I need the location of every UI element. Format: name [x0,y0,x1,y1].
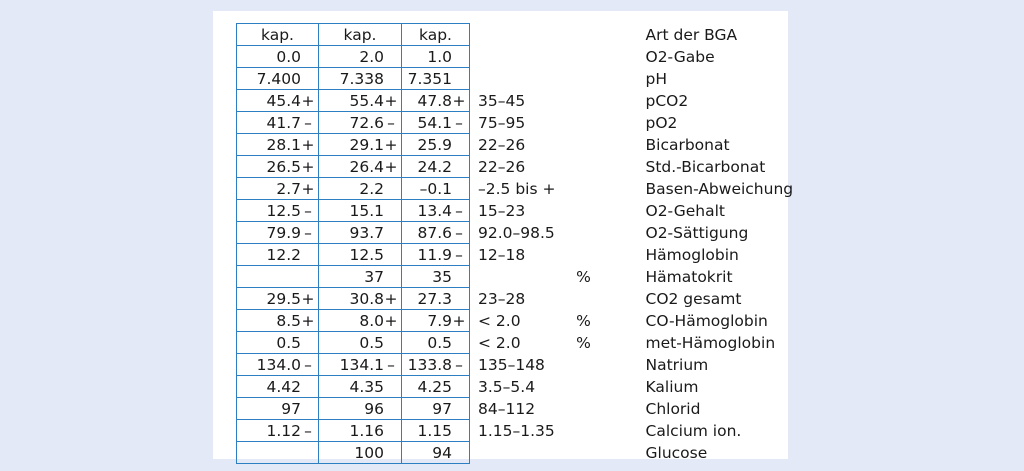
reference-range: 92.0–98.5 [478,223,555,242]
table-row [237,442,836,464]
value-number: 47.8 [417,91,452,110]
value-flag: + [384,157,398,176]
unit-label: % [576,267,591,286]
reference-range: 15–23 [478,201,526,220]
table-row [237,376,836,398]
value-number: 97 [281,399,301,418]
value-number: 4.42 [266,377,301,396]
table-row [237,156,836,178]
value-cell-col1 [237,332,319,354]
table-row [237,68,836,90]
value-cell-col1 [237,420,319,442]
value-cell-col2 [319,112,402,134]
value-flag: – [387,355,395,374]
value-number: 2.2 [359,179,384,198]
value-flag: – [455,245,463,264]
reference-range: 75–95 [478,113,526,132]
value-cell-col2 [319,398,402,420]
unit-label: % [576,333,591,352]
value-flag: + [301,179,315,198]
value-cell-col2 [319,332,402,354]
value-flag: – [455,113,463,132]
table-row [237,200,836,222]
parameter-name: Natrium [645,355,709,374]
value-number: 45.4 [266,91,301,110]
value-cell-col3 [402,354,470,376]
reference-range: 23–28 [478,289,526,308]
value-number: 79.9 [266,223,301,242]
value-flag: + [301,289,315,308]
parameter-name: Chlorid [645,399,701,418]
table-row [237,244,836,266]
value-number: 7.400 [256,69,301,88]
value-number: 97 [432,399,452,418]
value-cell-col1 [237,200,319,222]
table-row [237,288,836,310]
value-cell-col3 [402,222,470,244]
reference-range: 35–45 [478,91,526,110]
value-cell-col2 [319,222,402,244]
unit-label [562,134,606,156]
unit-label [562,376,606,398]
table-row [237,178,836,200]
value-flag: + [384,135,398,154]
value-cell-col2 [319,288,402,310]
value-number: 0.0 [276,47,301,66]
value-cell-col2 [319,178,402,200]
parameter-name: Kalium [645,377,699,396]
unit-label [562,156,606,178]
value-number: 1.12 [266,421,301,440]
header-unit [562,24,606,46]
header-col1: kap. [237,24,319,46]
value-flag: + [452,311,466,330]
reference-range: 22–26 [478,135,526,154]
value-number: 7.338 [339,69,384,88]
value-number: 4.35 [349,377,384,396]
value-cell-col1 [237,354,319,376]
value-cell-col1 [237,376,319,398]
reference-range: 84–112 [478,399,536,418]
value-number: 24.2 [417,157,452,176]
value-cell-col1 [237,112,319,134]
value-cell-col3 [402,266,470,288]
parameter-name: Hämatokrit [645,267,733,286]
value-number: 1.15 [417,421,452,440]
value-number: 26.4 [349,157,384,176]
value-number: 96 [364,399,384,418]
parameter-name: pO2 [645,113,678,132]
parameter-name: Basen-Abweichung [645,179,794,198]
value-cell-col1 [237,90,319,112]
unit-label [562,46,606,68]
value-number: 41.7 [266,113,301,132]
parameter-name: Bicarbonat [645,135,730,154]
value-cell-col3 [402,178,470,200]
unit-label: % [576,311,591,330]
value-number: 7.9 [427,311,452,330]
value-number: 93.7 [349,223,384,242]
unit-label [562,244,606,266]
table-row [237,90,836,112]
value-cell-col2 [319,244,402,266]
reference-range: 22–26 [478,157,526,176]
parameter-name: Calcium ion. [645,421,742,440]
value-number: 0.5 [276,333,301,352]
value-cell-col1 [237,156,319,178]
value-cell-col2 [319,200,402,222]
table-row [237,266,836,288]
value-cell-col2 [319,354,402,376]
value-number: 0.5 [359,333,384,352]
value-number: 37 [364,267,384,286]
parameter-name: CO2 gesamt [645,289,742,308]
value-number: 100 [354,443,384,462]
value-number: 35 [432,267,452,286]
table-row [237,112,836,134]
value-number: 134.0 [256,355,301,374]
parameter-name: Hämoglobin [645,245,739,264]
parameter-name: met-Hämoglobin [645,333,776,352]
value-cell-col2 [319,310,402,332]
table-row [237,354,836,376]
value-flag: + [301,311,315,330]
value-cell-col3 [402,90,470,112]
value-number: 2.7 [276,179,301,198]
value-cell-col1 [237,222,319,244]
header-col3: kap. [402,24,470,46]
value-cell-col2 [319,420,402,442]
value-flag: – [455,355,463,374]
unit-label [562,200,606,222]
header-col2: kap. [319,24,402,46]
parameter-name: CO-Hämoglobin [645,311,768,330]
unit-label [562,442,606,464]
parameter-name: pCO2 [645,91,689,110]
value-cell-col3 [402,156,470,178]
value-flag: – [387,113,395,132]
value-number: 4.25 [417,377,452,396]
table-row [237,134,836,156]
value-number: 87.6 [417,223,452,242]
value-number: 26.5 [266,157,301,176]
value-cell-col1 [237,134,319,156]
value-number: 7.351 [407,69,452,88]
value-cell-col2 [319,90,402,112]
value-cell-col2 [319,134,402,156]
unit-label [562,222,606,244]
value-number: 1.0 [427,47,452,66]
table-row [237,420,836,442]
value-number: 0.5 [427,333,452,352]
value-number: 30.8 [349,289,384,308]
value-number: 29.5 [266,289,301,308]
value-cell-col3 [402,376,470,398]
value-cell-col1 [237,244,319,266]
value-cell-col3 [402,134,470,156]
value-number: 12.2 [266,245,301,264]
value-flag: + [384,91,398,110]
value-cell-col3 [402,442,470,464]
value-cell-col2 [319,156,402,178]
value-number: 8.0 [359,311,384,330]
parameter-name: O2-Sättigung [645,223,749,242]
reference-range: < 2.0 [478,311,521,330]
value-cell-col1 [237,68,319,90]
reference-range: –2.5 bis + [478,179,556,198]
table-row [237,310,836,332]
value-cell-col1 [237,442,319,464]
header-row [237,24,836,46]
value-number: 25.9 [417,135,452,154]
value-flag: – [304,223,312,242]
unit-label [562,288,606,310]
value-number: 29.1 [349,135,384,154]
table-row [237,46,836,68]
value-cell-col2 [319,376,402,398]
header-param: Art der BGA [645,25,738,44]
unit-label [562,68,606,90]
value-number: 133.8 [407,355,452,374]
value-flag: – [304,113,312,132]
value-cell-col1 [237,310,319,332]
value-cell-col2 [319,266,402,288]
value-cell-col2 [319,68,402,90]
value-cell-col1 [237,178,319,200]
value-cell-col3 [402,288,470,310]
value-cell-col3 [402,244,470,266]
value-cell-col3 [402,420,470,442]
reference-range [470,442,562,464]
value-flag: – [455,201,463,220]
value-cell-col2 [319,46,402,68]
unit-label [562,178,606,200]
value-cell-col1 [237,398,319,420]
value-number: 27.3 [417,289,452,308]
value-cell-col1 [237,46,319,68]
parameter-name: O2-Gehalt [645,201,725,220]
value-number: 15.1 [349,201,384,220]
value-flag: + [452,91,466,110]
value-cell-col3 [402,398,470,420]
blood-gas-table [236,23,836,464]
value-flag: – [304,355,312,374]
value-number: 55.4 [349,91,384,110]
table-row [237,398,836,420]
value-number: 12.5 [349,245,384,264]
reference-range: 1.15–1.35 [478,421,555,440]
value-number: 2.0 [359,47,384,66]
value-cell-col3 [402,200,470,222]
reference-range [470,68,562,90]
reference-range: 12–18 [478,245,526,264]
value-cell-col3 [402,68,470,90]
table-row [237,222,836,244]
parameter-name: pH [645,69,667,88]
value-number: 134.1 [339,355,384,374]
value-number: 11.9 [417,245,452,264]
value-flag: + [384,311,398,330]
value-cell-col3 [402,310,470,332]
reference-range: 3.5–5.4 [478,377,536,396]
reference-range: < 2.0 [478,333,521,352]
header-ref [470,24,562,46]
reference-range [470,46,562,68]
value-number: 54.1 [417,113,452,132]
value-number: 8.5 [276,311,301,330]
value-number: 28.1 [266,135,301,154]
value-number: 1.16 [349,421,384,440]
unit-label [562,354,606,376]
parameter-name: Glucose [645,443,708,462]
reference-range: 135–148 [478,355,545,374]
value-flag: – [455,223,463,242]
value-cell-col3 [402,332,470,354]
value-cell-col1 [237,266,319,288]
value-cell-col1 [237,288,319,310]
value-number: 13.4 [417,201,452,220]
table-row [237,332,836,354]
parameter-name: O2-Gabe [645,47,715,66]
value-flag: + [301,157,315,176]
parameter-name: Std.-Bicarbonat [645,157,766,176]
unit-label [562,112,606,134]
value-cell-col2 [319,442,402,464]
value-cell-col3 [402,112,470,134]
value-flag: – [304,421,312,440]
value-flag: + [301,135,315,154]
reference-range [470,266,562,288]
unit-label [562,398,606,420]
value-cell-col3 [402,46,470,68]
unit-label [562,90,606,112]
unit-label [562,420,606,442]
value-flag: + [301,91,315,110]
value-flag: + [384,289,398,308]
value-number: 12.5 [266,201,301,220]
value-flag: – [304,201,312,220]
value-number: –0.1 [419,179,452,198]
value-number: 72.6 [349,113,384,132]
value-number: 94 [432,443,452,462]
